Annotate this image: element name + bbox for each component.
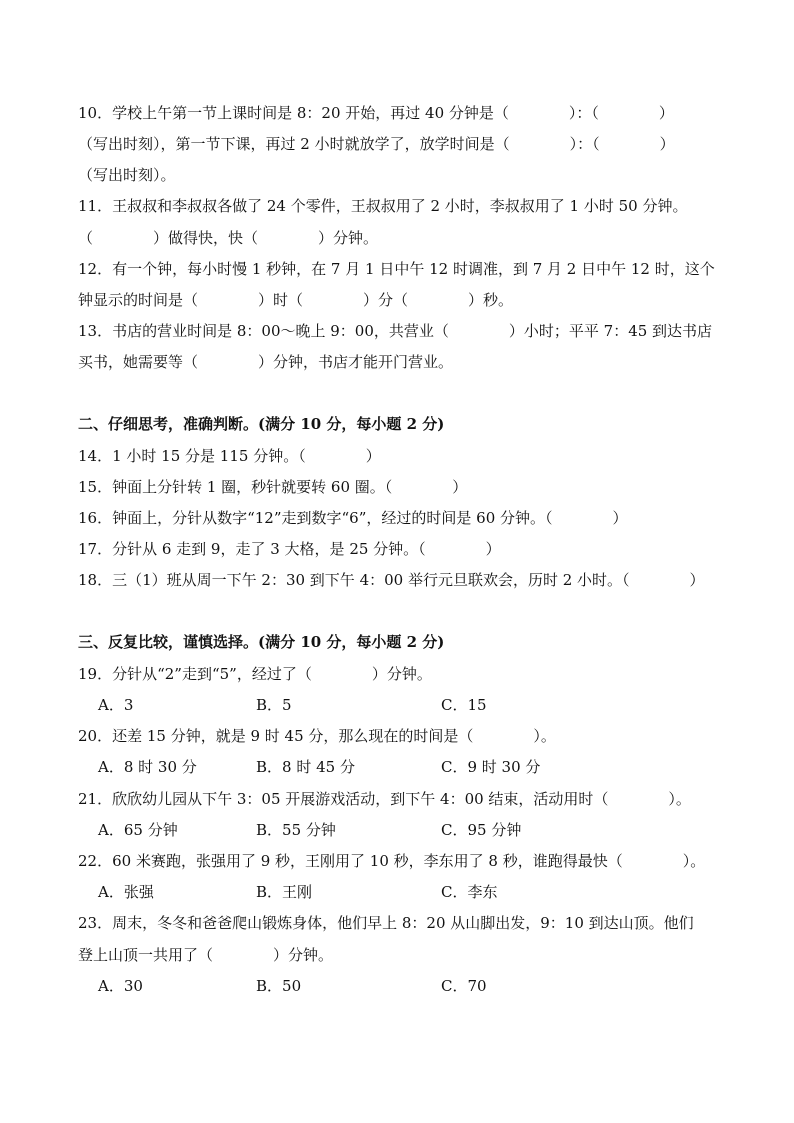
q19: 19．分针从“2”走到“5”，经过了（ ）分钟。 — [78, 665, 432, 683]
q20-option-b: B．8 时 45 分 — [256, 758, 355, 776]
q20-option-a: A．8 时 30 分 — [98, 758, 197, 776]
q18: 18．三（1）班从周一下午 2：30 到下午 4：00 举行元旦联欢会，历时 2 小时。（ ） — [78, 571, 705, 589]
q17: 17．分针从 6 走到 9，走了 3 大格，是 25 分钟。（ ） — [78, 540, 501, 558]
q22: 22．60 米赛跑，张强用了 9 秒，王刚用了 10 秒，李东用了 8 秒，谁跑得最快（ ）。 — [78, 852, 706, 870]
q10-line-1: 10．学校上午第一节上课时间是 8：20 开始，再过 40 分钟是（ ）：（ ） — [78, 104, 674, 122]
q14: 14．1 小时 15 分是 115 分钟。（ ） — [78, 447, 381, 465]
q12-line-2: 钟显示的时间是（ ）时（ ）分（ ）秒。 — [78, 291, 514, 309]
section-3-heading: 三、反复比较，谨慎选择。(满分 10 分，每小题 2 分) — [78, 633, 445, 651]
q23-line-1: 23．周末，冬冬和爸爸爬山锻炼身体，他们早上 8：20 从山脚出发，9：10 到达山顶。他们 — [78, 914, 694, 932]
q13-line-1: 13．书店的营业时间是 8：00～晚上 9：00，共营业（ ）小时；平平 7：45 到达书店 — [78, 322, 713, 340]
q23-option-b: B．50 — [256, 977, 302, 995]
q21-option-b: B．55 分钟 — [256, 821, 336, 839]
q20: 20．还差 15 分钟，就是 9 时 45 分，那么现在的时间是（ ）。 — [78, 727, 556, 745]
section-2-heading: 二、仔细思考，准确判断。(满分 10 分，每小题 2 分) — [78, 415, 445, 433]
q11-line-1: 11．王叔叔和李叔叔各做了 24 个零件，王叔叔用了 2 小时，李叔叔用了 1 小时 50 分钟。 — [78, 197, 688, 215]
q21-option-a: A．65 分钟 — [98, 821, 178, 839]
q21: 21．欣欣幼儿园从下午 3：05 开展游戏活动，到下午 4：00 结束，活动用时（ ）。 — [78, 790, 691, 808]
q19-option-b: B．5 — [256, 696, 292, 714]
q16: 16．钟面上，分针从数字“12”走到数字“6”，经过的时间是 60 分钟。（ ） — [78, 509, 628, 527]
q21-option-c: C．95 分钟 — [441, 821, 522, 839]
q22-option-a: A．张强 — [98, 883, 154, 901]
q13-line-2: 买书，她需要等（ ）分钟，书店才能开门营业。 — [78, 353, 454, 371]
q22-option-c: C．李东 — [441, 883, 498, 901]
q10-line-2: （写出时刻），第一节下课，再过 2 小时就放学了，放学时间是（ ）：（ ） — [78, 135, 675, 153]
q11-line-2: （ ）做得快，快（ ）分钟。 — [78, 229, 379, 247]
q10-line-3: （写出时刻）。 — [78, 166, 176, 184]
q19-option-a: A．3 — [98, 696, 134, 714]
q23-option-c: C．70 — [441, 977, 487, 995]
q23-line-2: 登上山顶一共用了（ ）分钟。 — [78, 946, 334, 964]
q15: 15．钟面上分针转 1 圈，秒针就要转 60 圈。（ ） — [78, 478, 468, 496]
q12-line-1: 12．有一个钟，每小时慢 1 秒钟，在 7 月 1 日中午 12 时调准，到 7 月 2 日中午 12 时，这个 — [78, 260, 715, 278]
q19-option-c: C．15 — [441, 696, 487, 714]
q23-option-a: A．30 — [98, 977, 143, 995]
q20-option-c: C．9 时 30 分 — [441, 758, 541, 776]
q22-option-b: B．王刚 — [256, 883, 313, 901]
